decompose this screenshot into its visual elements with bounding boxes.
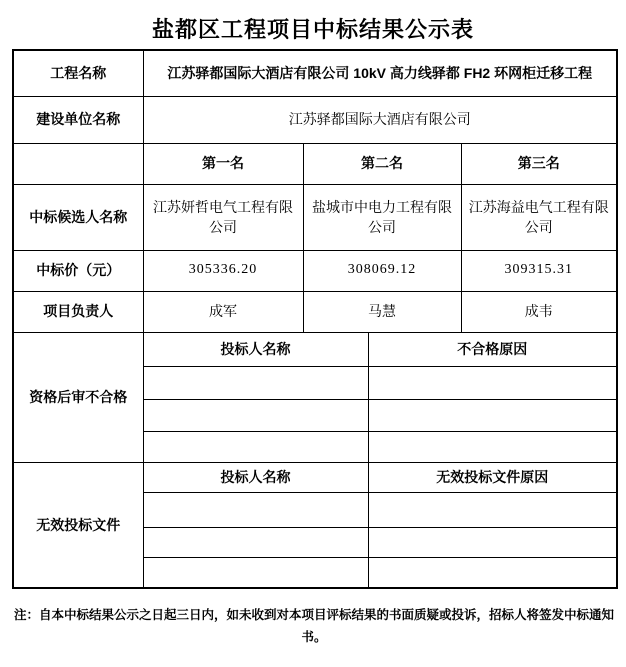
table-row	[13, 96, 617, 143]
rank-3-header: 第三名	[461, 143, 617, 184]
empty-cell	[368, 431, 617, 462]
empty-cell	[13, 143, 143, 184]
bid-price-1: 305336.20	[143, 250, 303, 291]
empty-cell	[368, 492, 617, 527]
candidate-3: 江苏海益电气工程有限公司	[461, 184, 617, 250]
unqualified-bidder-header: 投标人名称	[143, 332, 368, 366]
empty-cell	[143, 366, 368, 399]
empty-cell	[368, 399, 617, 431]
candidate-2: 盐城市中电力工程有限公司	[303, 184, 461, 250]
project-name-value: 江苏驿都国际大酒店有限公司 10kV 高力线驿都 FH2 环网柜迁移工程	[143, 50, 617, 96]
empty-cell	[143, 492, 368, 527]
bid-price-2: 308069.12	[303, 250, 461, 291]
rank-2-header: 第二名	[303, 143, 461, 184]
rank-header-row	[13, 143, 617, 184]
page-title: 盐都区工程项目中标结果公示表	[151, 17, 474, 42]
bid-price-label: 中标价（元）	[13, 250, 143, 291]
rank-1-header: 第一名	[143, 143, 303, 184]
empty-cell	[368, 557, 617, 588]
unqualified-reason-header: 不合格原因	[368, 332, 617, 366]
bid-price-row	[13, 250, 617, 291]
manager-3: 成韦	[461, 291, 617, 332]
table-row	[13, 50, 617, 96]
empty-cell	[143, 557, 368, 588]
empty-cell	[143, 399, 368, 431]
empty-cell	[368, 366, 617, 399]
empty-cell	[368, 527, 617, 557]
manager-1: 成军	[143, 291, 303, 332]
project-manager-label: 项目负责人	[13, 291, 143, 332]
project-name-label: 工程名称	[13, 50, 143, 96]
empty-cell	[143, 431, 368, 462]
bid-result-table	[12, 49, 618, 589]
owner-name-value: 江苏驿都国际大酒店有限公司	[143, 96, 617, 143]
candidate-1: 江苏妍哲电气工程有限公司	[143, 184, 303, 250]
owner-name-label: 建设单位名称	[13, 96, 143, 143]
unqualified-header-row	[13, 332, 617, 366]
project-manager-row	[13, 291, 617, 332]
footer-note: 注：自本中标结果公示之日起三日内，如未收到对本项目评标结果的书面质疑或投诉，招标人将签发中标通知书。	[13, 608, 614, 644]
empty-cell	[143, 527, 368, 557]
unqualified-section-label: 资格后审不合格	[13, 332, 143, 462]
candidates-label: 中标候选人名称	[13, 184, 143, 250]
candidates-row	[13, 184, 617, 250]
invalid-bidder-header: 投标人名称	[143, 462, 368, 492]
invalid-section-label: 无效投标文件	[13, 462, 143, 588]
bid-price-3: 309315.31	[461, 250, 617, 291]
manager-2: 马慧	[303, 291, 461, 332]
invalid-reason-header: 无效投标文件原因	[368, 462, 617, 492]
invalid-header-row	[13, 462, 617, 492]
